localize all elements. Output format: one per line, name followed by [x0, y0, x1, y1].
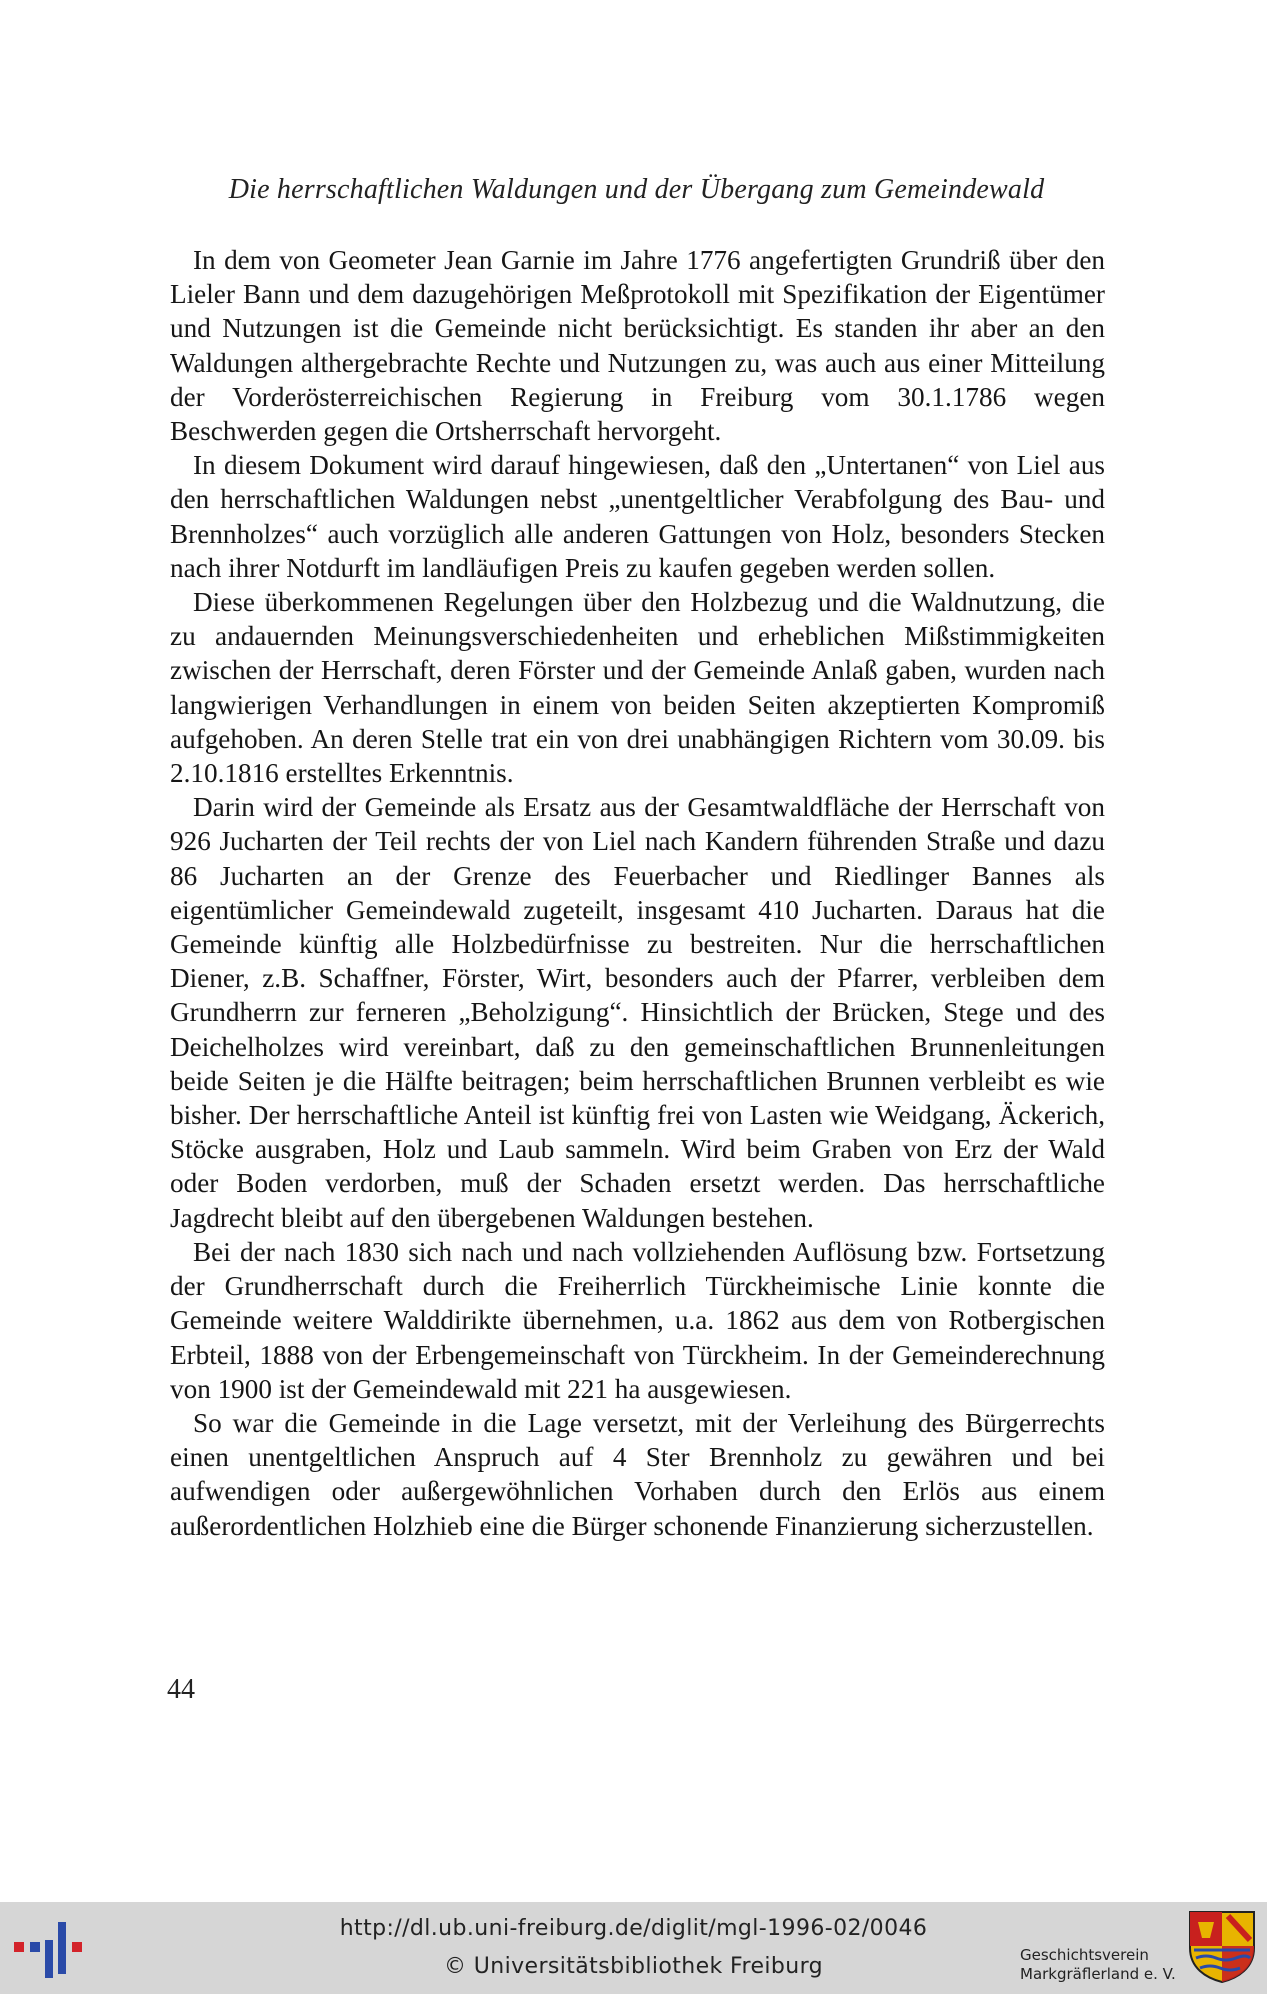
paragraph-1: In dem von Geometer Jean Garnie im Jahre 1776 angefertigten Grundriß über den Lieler Bann und dem dazugehörigen Meßprotokoll mit Spezifikation der Eigentümer und Nutzungen ist die Gemeinde nicht berücksichtigt. Es standen ihr aber an den Waldungen althergebrachte Rechte und Nutzungen zu, was auch aus einer Mitteilung der Vorderösterreichischen Regierung in Freiburg vom 30.1.1786 wegen Beschwerden gegen die Ortsherrschaft hervorgeht. — [170, 245, 1105, 447]
geschichtsverein-crest-icon — [1188, 1910, 1256, 1984]
footer-bar — [0, 1902, 1267, 1994]
paragraph-6: So war die Gemeinde in die Lage versetzt, mit der Verleihung des Bürgerrechts einen unentgeltlichen Anspruch auf 4 Ster Brennholz zu gewähren und bei aufwendigen oder außergewöhnlichen Vorhaben durch den Erlös aus einem außerordentlichen Holzhieb eine die Bürger schonende Finanzierung sicherzustellen. — [170, 1407, 1105, 1541]
society-name — [1020, 1946, 1176, 1984]
paragraph-4: Darin wird der Gemeinde als Ersatz aus der Gesamtwaldfläche der Herrschaft von 926 Jucharten der Teil rechts der von Liel nach Kandern führenden Straße und dazu 86 Jucharten an der Grenze des Feuerbacher und Riedlinger Bannes als eigentümlicher Gemeindewald zugeteilt, insgesamt 410 Jucharten. Daraus hat die Gemeinde künftig alle Holzbedürfnisse zu bestreiten. Nur die herrschaftlichen Diener, z.B. Schaffner, Förster, Wirt, besonders auch der Pfarrer, verbleiben dem Grundherrn zur ferneren „Beholzigung“. Hinsichtlich der Brücken, Stege und des Deichelholzes wird vereinbart, daß zu den gemeinschaftlichen Brunnenleitungen beide Seiten je die Hälfte beitragen; beim herrschaftlichen Brunnen verbleibt es wie bisher. Der herrschaftliche Anteil ist künftig frei von Lasten wie Weidgang, Äckerich, Stöcke ausgraben, Holz und Laub sammeln. Wird beim Graben von Erz der Wald oder Boden verdorben, muß der Schaden ersetzt werden. Das herrschaftliche Jagdrecht bleibt auf den übergebenen Waldungen bestehen. — [170, 792, 1105, 1233]
running-head: Die herrschaftlichen Waldungen und der Übergang zum Gemeindewald — [228, 174, 1045, 205]
footer-copyright: © Universitätsbibliothek Freiburg — [443, 1954, 824, 1979]
page-number: 44 — [167, 1674, 195, 1705]
paragraph-2: In diesem Dokument wird darauf hingewiesen, daß den „Untertanen“ von Liel aus den herrschaftlichen Waldungen nebst „unentgeltlicher Verabfolgung des Bau- und Brennholzes“ auch vorzüglich alle anderen Gattungen von Holz, besonders Stecken nach ihrer Notdurft im landläufigen Preis zu kaufen gegeben werden sollen. — [170, 450, 1105, 583]
society-name-line2: Markgräflerland e. V. — [1020, 1965, 1176, 1983]
body-text — [170, 243, 1105, 1543]
paragraph-3: Diese überkommenen Regelungen über den Holzbezug und die Waldnutzung, die zu andauernden Meinungsverschiedenheiten und erheblichen Mißstimmigkeiten zwischen der Herrschaft, deren Förster und der Gemeinde Anlaß gaben, wurden nach langwierigen Verhandlungen in einem von beiden Seiten akzeptierten Kompromiß aufgehoben. An deren Stelle trat ein von drei unabhängigen Richtern vom 30.09. bis 2.10.1816 erstelltes Erkenntnis. — [170, 587, 1105, 789]
paragraph-5: Bei der nach 1830 sich nach und nach vollziehenden Auflösung bzw. Fortsetzung der Grundherrschaft durch die Freiherrlich Türckheimische Linie konnte die Gemeinde weitere Walddirikte übernehmen, u.a. 1862 aus dem von Rotbergischen Erbteil, 1888 von der Erbengemeinschaft von Türckheim. In der Gemeinderechnung von 1900 ist der Gemeindewald mit 221 ha ausgewiesen. — [170, 1236, 1105, 1404]
footer-url-link[interactable]: http://dl.ub.uni-freiburg.de/diglit/mgl-1996-02/0046 — [339, 1916, 928, 1941]
society-name-line1: Geschichtsverein — [1020, 1946, 1149, 1964]
